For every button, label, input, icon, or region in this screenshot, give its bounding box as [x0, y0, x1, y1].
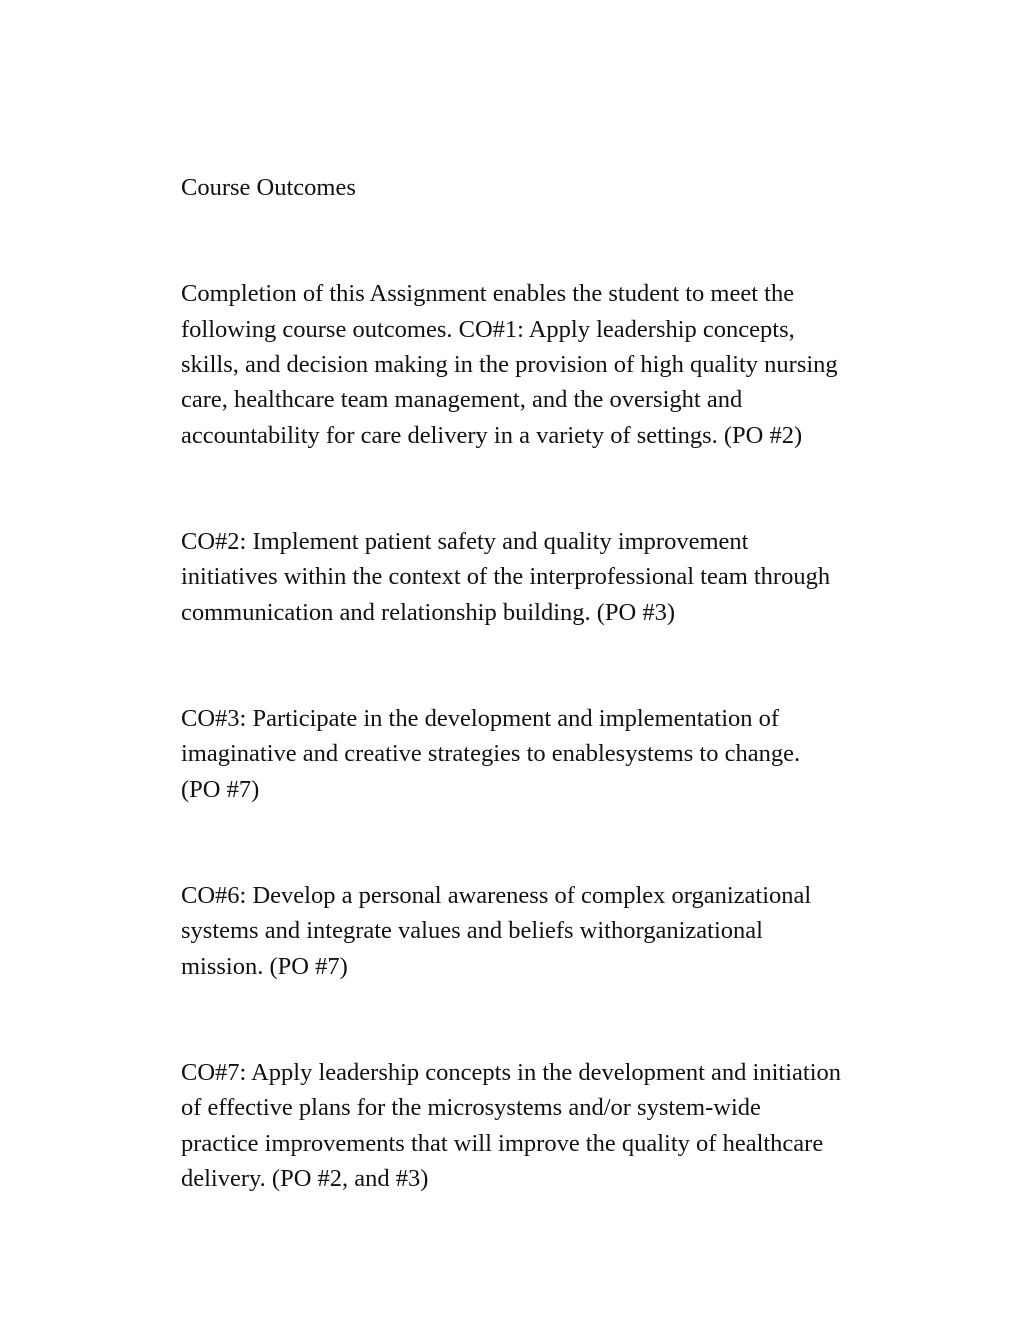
outcome-paragraph-co6: CO#6: Develop a personal awareness of complex organizational systems and integrate values and beliefs withorganizational mission. (PO #7) — [181, 882, 812, 980]
outcome-paragraph-co2: CO#2: Implement patient safety and quality improvement initiatives within the context of the interprofessional team through communication and relationship building. (PO #3) — [181, 528, 831, 626]
outcome-paragraph-co7: CO#7: Apply leadership concepts in the development and initiation of effective plans for the microsystems and/or system-wide practice improvements that will improve the quality of healthcare delivery. (PO #2, and #3) — [181, 1059, 842, 1193]
document-title: Course Outcomes — [181, 174, 356, 201]
intro-paragraph-co1: Completion of this Assignment enables the student to meet the following course outcomes. CO#1: Apply leadership concepts, skills, and decision making in the provision of high quality nursing care, healthcare team management, and the oversight and accountability for care delivery in a variety of settings. (PO #2) — [181, 280, 838, 449]
outcome-paragraph-co3: CO#3: Participate in the development and implementation of imaginative and creative strategies to enablesystems to change. (PO #7) — [181, 705, 801, 803]
document-page — [181, 170, 916, 1197]
